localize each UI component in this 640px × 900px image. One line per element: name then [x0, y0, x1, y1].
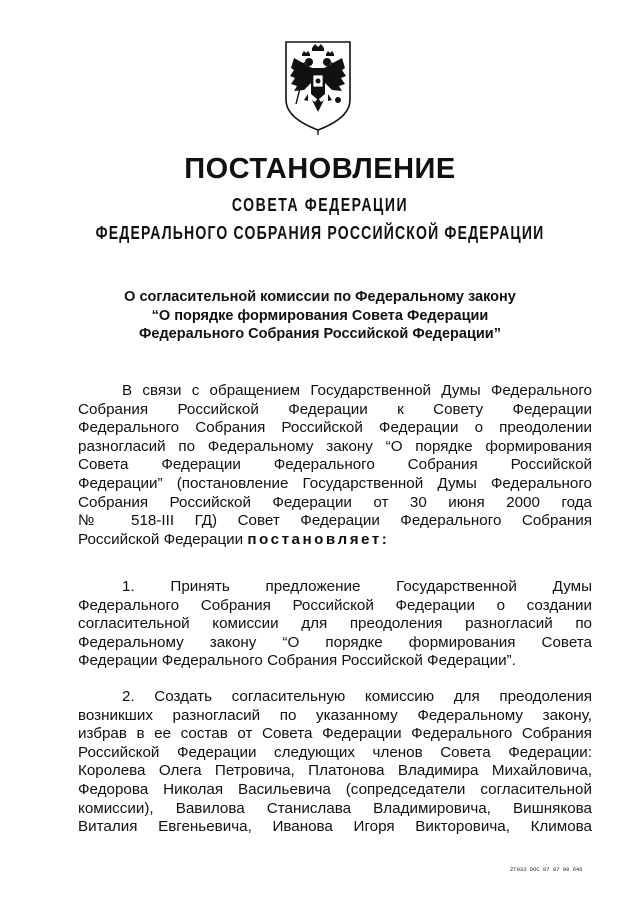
paragraph-line: [78, 531, 592, 550]
paragraph-line-prefix: Российской Федерации: [78, 530, 248, 548]
paragraph-line: Виталия Евгеньевича, Иванова Игоря Викторовича, Климова: [78, 818, 592, 836]
preamble-paragraph: [78, 382, 592, 549]
paragraph-line: 2. Создать согласительную комиссию для преодоления: [122, 688, 592, 705]
paragraph-line: Федерации” (постановление Государственной Думы Федерального: [78, 474, 592, 492]
paragraph-line: Совета Федерации Федерального Собрания Российской: [78, 456, 592, 474]
subject-line: Федерального Собрания Российской Федерации”: [139, 326, 501, 342]
paragraph-line: Федерации Федерального Собрания Российской Федерации”.: [78, 652, 516, 670]
paragraph-line: комиссии), Вавилова Станислава Владимировича, Вишнякова: [78, 799, 592, 817]
paragraph-line: Федерального Собрания Российской Федерации о создании: [78, 596, 592, 614]
paragraph-line: Федерального Собрания Российской Федерации о преодолении: [78, 419, 592, 437]
subject-line: О согласительной комиссии по Федеральному закону: [124, 289, 516, 305]
item-1-paragraph: [78, 578, 592, 671]
paragraph-line: согласительной комиссии для преодоления разногласий по: [78, 615, 592, 633]
paragraph-line: Российской Федерации следующих членов Совета Федерации:: [78, 743, 592, 761]
paragraph-line: возникших разногласий по указанному Федеральному закону,: [78, 706, 592, 724]
paragraph-line: 1. Принять предложение Государственной Думы: [122, 578, 592, 595]
paragraph-line: Собрания Российской Федерации к Совету Федерации: [78, 400, 592, 418]
paragraph-line: Королева Олега Петровича, Платонова Владимира Михайловича,: [78, 762, 592, 780]
paragraph-line: В связи с обращением Государственной Думы Федерального: [122, 382, 592, 399]
paragraph-line: избрав в ее состав от Совета Федерации Федерального Собрания: [78, 725, 592, 743]
document-subject: [80, 288, 560, 344]
russian-coat-of-arms-icon: [282, 38, 354, 136]
issuer-line-1: СОВЕТА ФЕДЕРАЦИИ: [231, 195, 409, 215]
document-title: ПОСТАНОВЛЕНИЕ: [184, 153, 456, 185]
item-2-paragraph: [78, 688, 592, 837]
paragraph-line: Федеральному закону “О порядке формирования Совета: [78, 633, 592, 651]
paragraph-line: Собрания Российской Федерации от 30 июня 2000 года: [78, 493, 592, 511]
subject-line: “О порядке формирования Совета Федерации: [151, 307, 489, 324]
document-code: ZT932 DOC 07 07 00 646: [510, 866, 583, 873]
decree-word: постановляет:: [247, 530, 390, 548]
paragraph-line: разногласий по Федеральному закону “О порядке формирования: [78, 437, 592, 455]
paragraph-line: Федорова Николая Васильевича (сопредседатели согласительной: [78, 780, 592, 798]
paragraph-line: № 518-III ГД) Совет Федерации Федерального Собрания: [78, 512, 592, 530]
issuer-line-2: ФЕДЕРАЛЬНОГО СОБРАНИЯ РОССИЙСКОЙ ФЕДЕРАЦИИ: [95, 223, 545, 243]
